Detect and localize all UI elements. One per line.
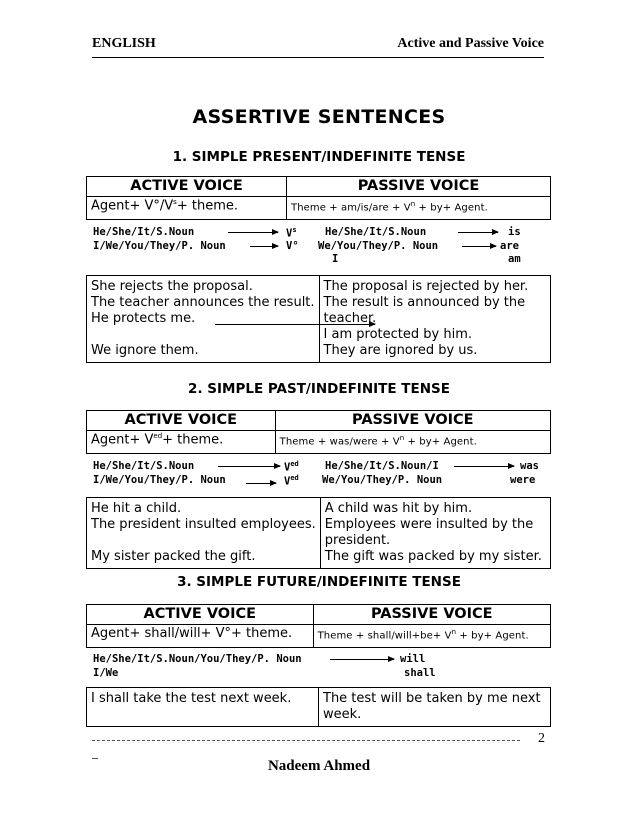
header-rule [92,57,544,58]
verb-active-2: V° [286,240,299,252]
pronoun-passive-3: I [332,253,339,265]
rule-table-past [86,410,551,454]
active-voice-head: ACTIVE VOICE [87,411,276,431]
example-active: He hit a child. [91,501,182,516]
passive-rule: Theme + $am/is/are + V^n + by+$ Agent. [287,197,551,220]
pronoun-active-2: I/We/You/They/P. Noun [93,240,226,252]
example-active [91,327,315,343]
section-heading-present: 1. SIMPLE PRESENT/INDEFINITE TENSE [172,149,466,165]
header-right: Active and Passive Voice [397,36,544,51]
verb-passive-1: is [508,226,521,238]
page-number: 2 [538,731,545,746]
passive-voice-head: PASSIVE VOICE [275,411,550,431]
example-passive: The test will be taken by me next [323,691,541,706]
pronoun-passive-2: We/You/They/P. Noun [322,474,443,486]
examples-passive [319,688,551,727]
active-rule: Agent+ $V^\circ/V^s+$ theme. [87,197,287,220]
pronoun-active-1: He/She/It/S.Noun [93,226,195,238]
passive-rule: Theme + was/were + $V^n + by+$ Agent. [275,431,550,454]
examples-table-future [86,687,551,727]
passive-rule: Theme + shall/will+be+ $V^n + by+$ Agent. [313,625,550,648]
verb-passive-2: were [510,474,536,486]
pronoun-passive-1: He/She/It/S.Noun/I [325,460,439,472]
arrow [458,232,498,233]
arrow [250,246,278,247]
verb-active-1: will [400,653,426,665]
active-voice-head: ACTIVE VOICE [87,177,287,197]
examples-passive [319,276,550,363]
pronoun-active-1: He/She/It/S.Noun/You/They/P. Noun [93,653,302,665]
verb-active-2: shall [404,667,436,679]
pronoun-active-2: I/We/You/They/P. Noun [93,474,226,486]
active-voice-head: ACTIVE VOICE [87,605,314,625]
examples-table-past [86,497,551,569]
example-active [91,533,316,549]
example-passive: The result is announced by the [323,295,526,310]
arrow [246,483,276,484]
footer-rule [92,740,520,741]
pronoun-active-2: I/We [93,667,119,679]
examples-active [87,498,321,569]
verb-passive-3: am [508,253,521,265]
example-active: The president insulted employees. [91,517,316,532]
example-passive: president. [324,533,391,548]
arrow [215,324,375,325]
example-active: My sister packed the gift. [91,549,256,564]
author-name: Nadeem Ahmed [267,758,371,774]
examples-active [87,688,319,727]
pronoun-passive-1: He/She/It/S.Noun [325,226,427,238]
passive-voice-head: PASSIVE VOICE [313,605,550,625]
pronoun-passive-2: We/You/They/P. Noun [318,240,439,252]
example-passive: The proposal is rejected by her. [323,279,529,294]
arrow [462,246,496,247]
page-title: ASSERTIVE SENTENCES [192,106,446,128]
example-active: I shall take the test next week. [91,691,292,706]
arrow [228,232,278,233]
section-heading-future: 3. SIMPLE FUTURE/INDEFINITE TENSE [177,574,461,590]
example-passive: Employees were insulted by the [324,517,534,532]
example-passive: teacher. [323,311,377,326]
example-active: We ignore them. [91,343,199,358]
pronoun-active-1: He/She/It/S.Noun [93,460,195,472]
rule-table-present [86,176,551,220]
arrow [454,466,514,467]
examples-table-present [86,275,551,363]
example-active: He protects me. [91,311,196,326]
active-rule: Agent+ $V^{ed}+$ theme. [87,431,276,454]
verb-passive-2: are [500,240,519,252]
example-passive: The gift was packed by my sister. [324,549,542,564]
passive-voice-head: PASSIVE VOICE [287,177,551,197]
arrow [330,659,394,660]
examples-passive [320,498,550,569]
header-left: ENGLISH [92,36,156,51]
active-rule: Agent+ shall/will+ V°+ theme. [87,625,314,648]
example-passive: A child was hit by him. [324,501,473,516]
example-passive: They are ignored by us. [323,343,478,358]
example-passive: I am protected by him. [323,327,472,342]
example-active: She rejects the proposal. [91,279,253,294]
rule-table-future [86,604,551,648]
verb-active-2: $V^{ed}$ [284,474,299,488]
example-active: The teacher announces the result. [91,295,315,310]
example-passive: week. [323,707,362,722]
verb-active-1: $V^{ed}$ [284,460,299,474]
examples-active [87,276,320,363]
arrow [218,466,280,467]
section-heading-past: 2. SIMPLE PAST/INDEFINITE TENSE [188,381,450,397]
verb-passive-1: was [520,460,539,472]
verb-active-1: $V^s$ [286,226,297,240]
